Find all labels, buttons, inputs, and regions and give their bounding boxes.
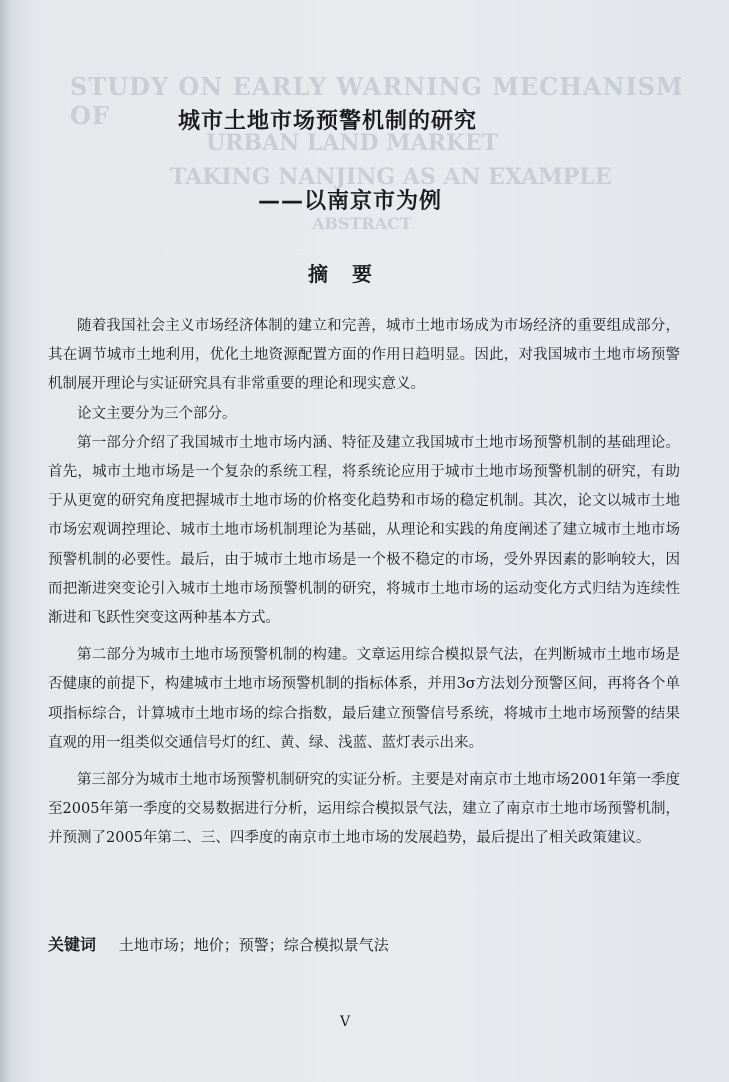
abstract-heading-left: 摘 <box>308 262 330 286</box>
keywords-label: 关键词 <box>48 935 97 954</box>
document-title: 城市土地市场预警机制的研究 <box>178 109 478 134</box>
keywords-value: 土地市场；地价；预警；综合模拟景气法 <box>118 936 389 954</box>
show-through-line-3: TAKING NANJING AS AN EXAMPLE <box>170 164 612 190</box>
paragraph-part-one: 第一部分介绍了我国城市土地市场内涵、特征及建立我国城市土地市场预警机制的基础理论。首先，城市土地市场是一个复杂的系统工程，将系统论应用于城市土地市场预警机制的研究，有助于从更宽的研究角度把握城市土地市场的价格变化趋势和市场的稳定机制。其次，论文以城市土地市场宏观调控理论、城市土地市场机制理论为基础，从理论和实践的角度阐述了建立城市土地市场预警机制的必要性。最后，由于城市土地市场是一个极不稳定的市场，受外界因素的影响较大，因而把渐进突变论引入城市土地市场预警机制的研究，将城市土地市场的运动变化方式归结为连续性渐进和飞跃性突变这两种基本方式。 <box>48 434 680 627</box>
page-number: V <box>340 1014 351 1030</box>
keywords-line <box>48 932 688 955</box>
abstract-heading <box>308 258 374 287</box>
document-subtitle: ——以南京市为例 <box>258 189 443 214</box>
abstract-body <box>48 312 680 854</box>
paragraph-intro: 随着我国社会主义市场经济体制的建立和完善，城市土地市场成为市场经济的重要组成部分，其在调节城市土地利用，优化土地资源配置方面的作用日趋明显。因此，对我国城市土地市场预警机制展开理论与实证研究具有非常重要的理论和现实意义。 <box>48 318 680 393</box>
show-through-line-1: STUDY ON EARLY WARNING MECHANISM OF <box>70 72 684 130</box>
paragraph-part-two: 第二部分为城市土地市场预警机制的构建。文章运用综合模拟景气法，在判断城市土地市场是否健康的前提下，构建城市土地市场预警机制的指标体系，并用3σ方法划分预警区间，再将各个单项指标综合，计算城市土地市场的综合指数，最后建立预警信号系统，将城市土地市场预警的结果直观的用一组类似交通信号灯的红、黄、绿、浅蓝、蓝灯表示出来。 <box>48 647 680 751</box>
show-through-line-4: ABSTRACT <box>312 214 412 233</box>
abstract-heading-right: 要 <box>352 262 374 286</box>
paragraph-overview: 论文主要分为三个部分。 <box>77 405 237 422</box>
paragraph-part-three: 第三部分为城市土地市场预警机制研究的实证分析。主要是对南京市土地市场2001年第一季度至2005年第一季度的交易数据进行分析，运用综合模拟景气法，建立了南京市土地市场预警机制，并预测了2005年第二、三、四季度的南京市土地市场的发展趋势，最后提出了相关政策建议。 <box>48 772 680 847</box>
show-through-line-2: URBAN LAND MARKET <box>206 130 499 156</box>
